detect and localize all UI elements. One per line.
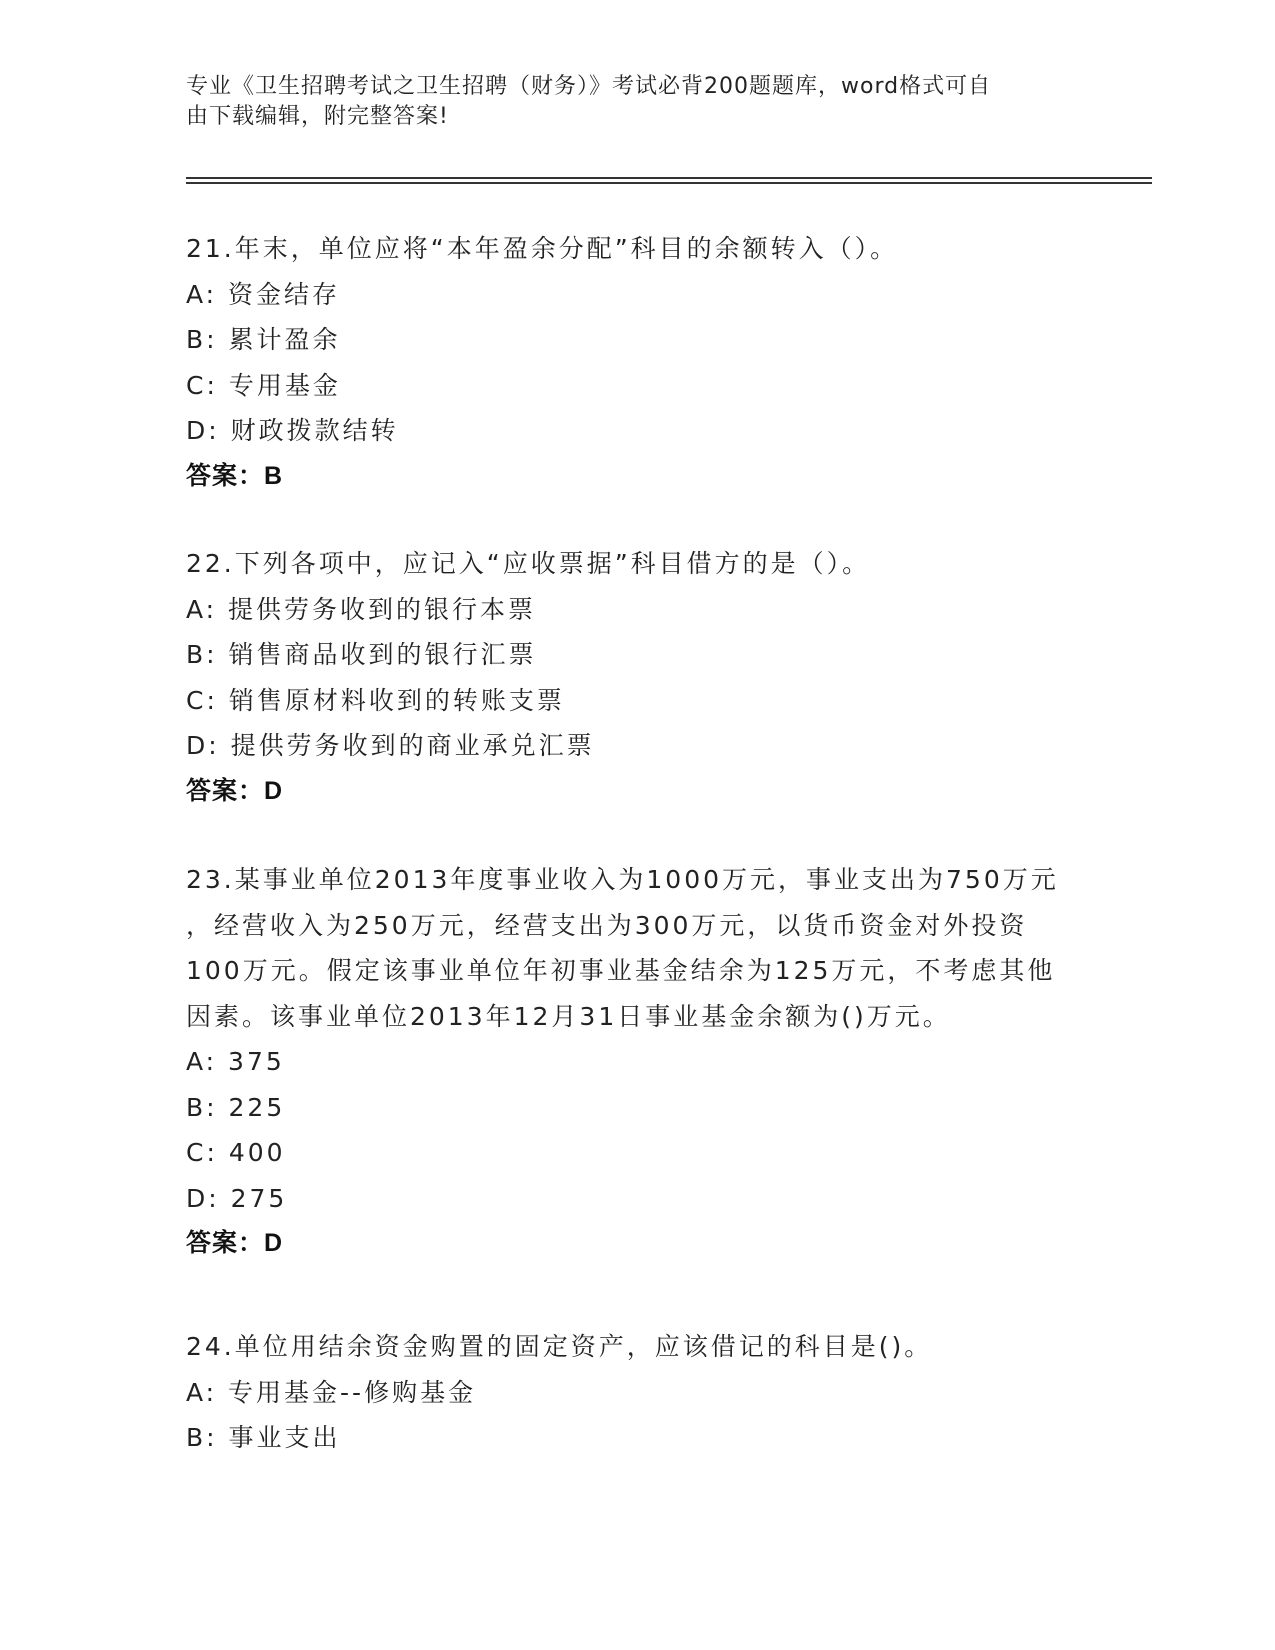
- option-d: D: 提供劳务收到的商业承兑汇票: [186, 731, 595, 760]
- option-c: C: 销售原材料收到的转账支票: [186, 685, 565, 715]
- header-line-1: 专业《卫生招聘考试之卫生招聘（财务）》考试必背200题题库，word格式可自: [186, 74, 992, 99]
- answer: 答案：D: [186, 776, 284, 805]
- option-b: B: 销售商品收到的银行汇票: [186, 640, 537, 669]
- question-23: [186, 857, 1086, 1267]
- answer: 答案：D: [186, 1229, 284, 1257]
- option-c: C: 专用基金: [186, 370, 341, 400]
- option-a: A: 资金结存: [186, 279, 341, 309]
- question-stem: 22.下列各项中，应记入“应收票据”科目借方的是（）。: [186, 549, 871, 578]
- option-d: D: 275: [186, 1183, 288, 1213]
- question-stem-line: 23.某事业单位2013年度事业收入为1000万元，事业支出为750万元: [186, 865, 1059, 894]
- question-stem-line: 因素。该事业单位2013年12月31日事业基金余额为()万元。: [186, 1001, 951, 1031]
- option-a: A: 专用基金--修购基金: [186, 1377, 477, 1407]
- option-b: B: 事业支出: [186, 1423, 341, 1452]
- question-stem: 24.单位用结余资金购置的固定资产，应该借记的科目是()。: [186, 1332, 933, 1361]
- question-22: [186, 541, 1086, 814]
- option-c: C: 400: [186, 1138, 286, 1167]
- question-stem: 21.年末，单位应将“本年盈余分配”科目的余额转入（）。: [186, 234, 899, 263]
- option-b: B: 累计盈余: [186, 325, 341, 354]
- answer: 答案：B: [186, 461, 284, 490]
- option-b: B: 225: [186, 1092, 286, 1122]
- document-header: [186, 72, 1066, 132]
- header-divider-bottom: [186, 182, 1152, 184]
- option-a: A: 提供劳务收到的银行本票: [186, 594, 537, 624]
- header-divider-top: [186, 177, 1152, 179]
- option-a: A: 375: [186, 1047, 285, 1076]
- question-stem-line: 100万元。假定该事业单位年初事业基金结余为125万元，不考虑其他: [186, 956, 1056, 985]
- question-21: [186, 226, 1086, 499]
- question-stem-line: ，经营收入为250万元，经营支出为300万元，以货币资金对外投资: [186, 910, 1028, 940]
- question-24: [186, 1324, 1086, 1461]
- option-d: D: 财政拨款结转: [186, 416, 399, 445]
- header-line-2: 由下载编辑，附完整答案!: [186, 104, 449, 129]
